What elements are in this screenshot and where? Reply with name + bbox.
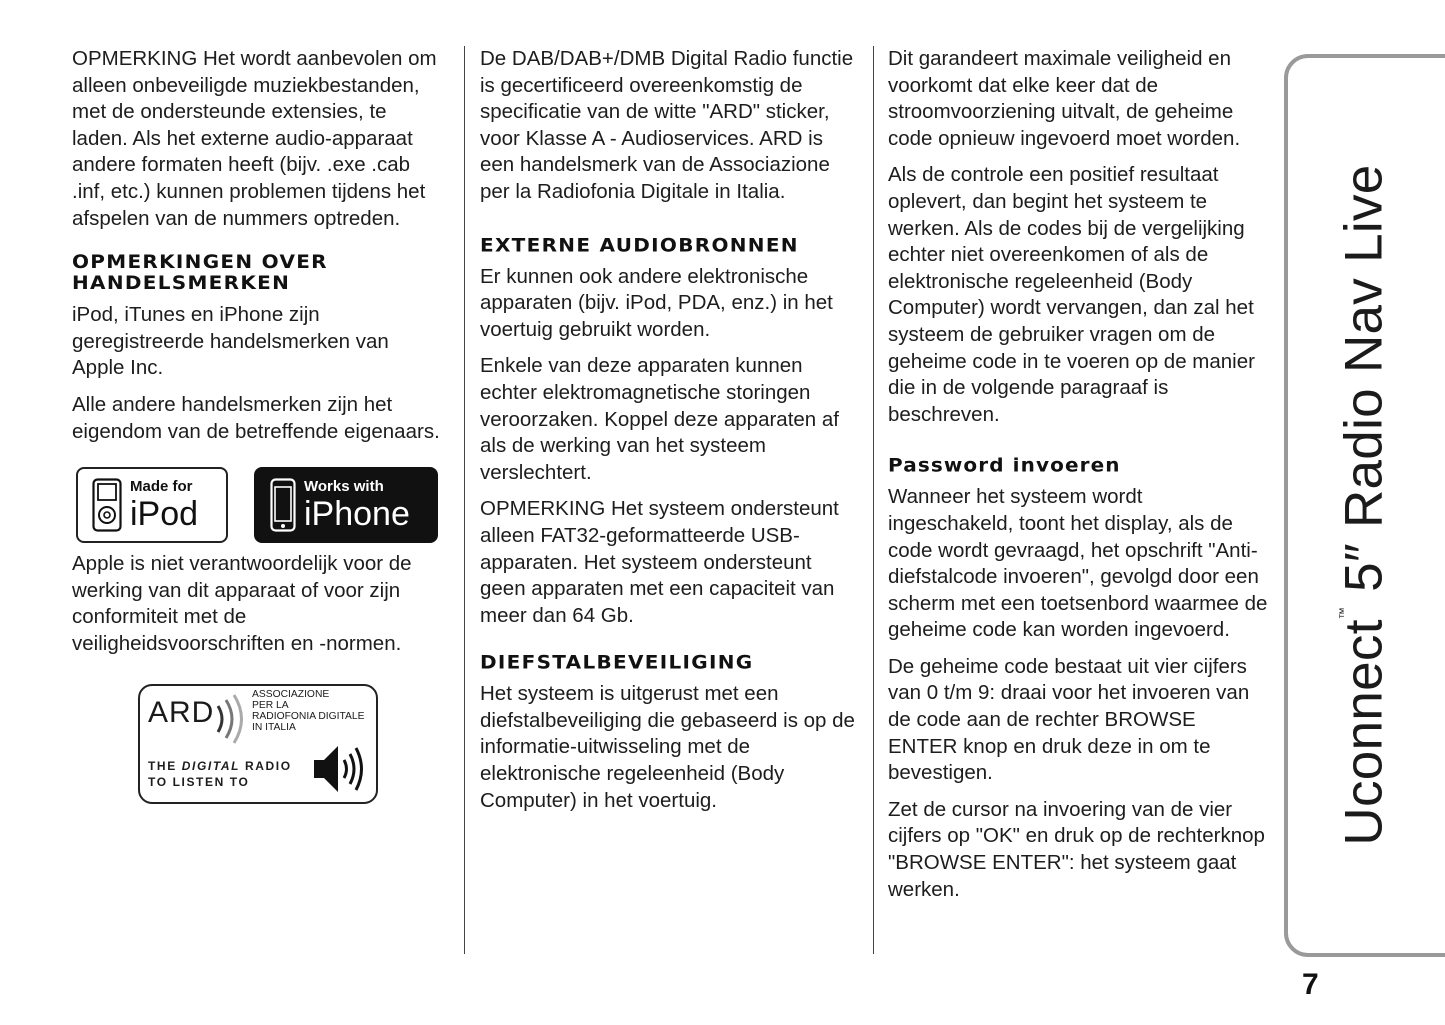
ipod-badge-small-text: Made for [130,478,193,496]
paragraph: De DAB/DAB+/DMB Digital Radio functie is gecertificeerd overeenkomstig de specificatie van de witte "ARD" sticker, voor Klasse A - Audioservices. ARD is een handelsmerk van de Associazione per la Radiofonia Digitale in Italia. [480,47,854,203]
ipod-badge-big-text: iPod [130,495,199,534]
paragraph: OPMERKING Het wordt aanbevolen om alleen onbeveiligde muziekbestanden, met de ondersteunde extensies, te laden. Als het externe audio-apparaat andere formaten heeft (bijv. .exe .cab .inf, etc.) kunnen problemen tijdens het afspelen van de nummers optreden. [72,47,437,230]
apple-logos [76,467,444,543]
paragraph: Enkele van deze apparaten kunnen echter elektromagnetische storingen veroorzaken. Koppel deze apparaten af als de werking van het systeem verslechtert. [480,354,840,484]
column-1 [72,46,444,804]
paragraph: Apple is niet verantwoordelijk voor de werking van dit apparaat of voor zijn conformiteit met de veiligheidsvoorschriften en -normen. [72,552,412,655]
paragraph: Als de controle een positief resultaat oplevert, dan begint het systeem te werken. Als de codes bij de vergelijking echter niet overeenkomen of als de elektronische regeleenheid (Body Computer) wordt vervangen, dan zal het systeem de gebruiker vragen om de geheime code in te voeren op de manier die in de volgende paragraaf is beschreven. [888,163,1255,426]
paragraph: Dit garandeert maximale veiligheid en voorkomt dat elke keer dat de stroomvoorziening uitvalt, de geheime code opnieuw ingevoerd moet worden. [888,47,1241,150]
section-heading: EXTERNE AUDIOBRONNEN [480,233,799,256]
works-with-iphone-badge [254,467,438,543]
ipod-icon [92,478,122,532]
column-2 [480,46,860,824]
paragraph: Er kunnen ook andere elektronische apparaten (bijv. iPod, PDA, enz.) in het voertuig gebruikt worden. [480,264,833,341]
column-divider-2 [873,46,874,954]
speaker-icon [312,742,368,796]
section-heading: OPMERKINGEN OVER HANDELSMERKEN [72,250,328,295]
iphone-badge-big-text: iPhone [304,495,410,534]
section-heading: Password invoeren [888,453,1121,477]
paragraph: iPod, iTunes en iPhone zijn geregistreerde handelsmerken van Apple Inc. [72,303,389,380]
paragraph: Het systeem is uitgerust met een diefstalbeveiliging die gebaseerd is op de informatie-uitwisseling met de elektronische regeleenheid (Body Computer) in het voertuig. [480,682,855,812]
paragraph: De geheime code bestaat uit vier cijfers van 0 t/m 9: draai voor het invoeren van de code aan de rechter BROWSE ENTER knop en druk deze in om te bevestigen. [888,654,1250,785]
paragraph: Wanneer het systeem wordt ingeschakeld, toont het display, als de code wordt gevraagd, het opschrift "Anti-diefstalcode invoeren", gevolgd door een scherm met een toetsenbord waarmee de geheime code kan worden ingevoerd. [888,485,1268,642]
iphone-icon [270,478,296,532]
page-number: 7 [1302,968,1319,1001]
ard-tagline: THE DIGITAL RADIO TO LISTEN TO [148,758,292,789]
radio-waves-icon [214,694,250,744]
column-divider-1 [464,46,465,954]
column-3 [888,46,1268,913]
ard-wordmark: ARD [148,695,215,729]
made-for-ipod-badge [76,467,228,543]
iphone-badge-small-text: Works with [304,478,384,496]
chapter-tab-title: Uconnect™ 5″ Radio Nav Live [1334,164,1394,846]
section-heading: DIEFSTALBEVEILIGING [480,650,754,674]
ard-association-text: ASSOCIAZIONE PER LA RADIOFONIA DIGITALE IN ITALIA [252,688,365,733]
paragraph: OPMERKING Het systeem ondersteunt alleen FAT32-geformatteerde USB-apparaten. Het systeem ondersteunt geen apparaten met een capaciteit van meer dan 64 Gb. [480,497,839,627]
paragraph: Alle andere handelsmerken zijn het eigendom van de betreffende eigenaars. [72,392,440,443]
paragraph: Zet de cursor na invoering van de vier cijfers op "OK" en druk op de rechterknop "BROWSE ENTER": het systeem gaat werken. [888,797,1265,901]
ard-logo [138,684,378,804]
